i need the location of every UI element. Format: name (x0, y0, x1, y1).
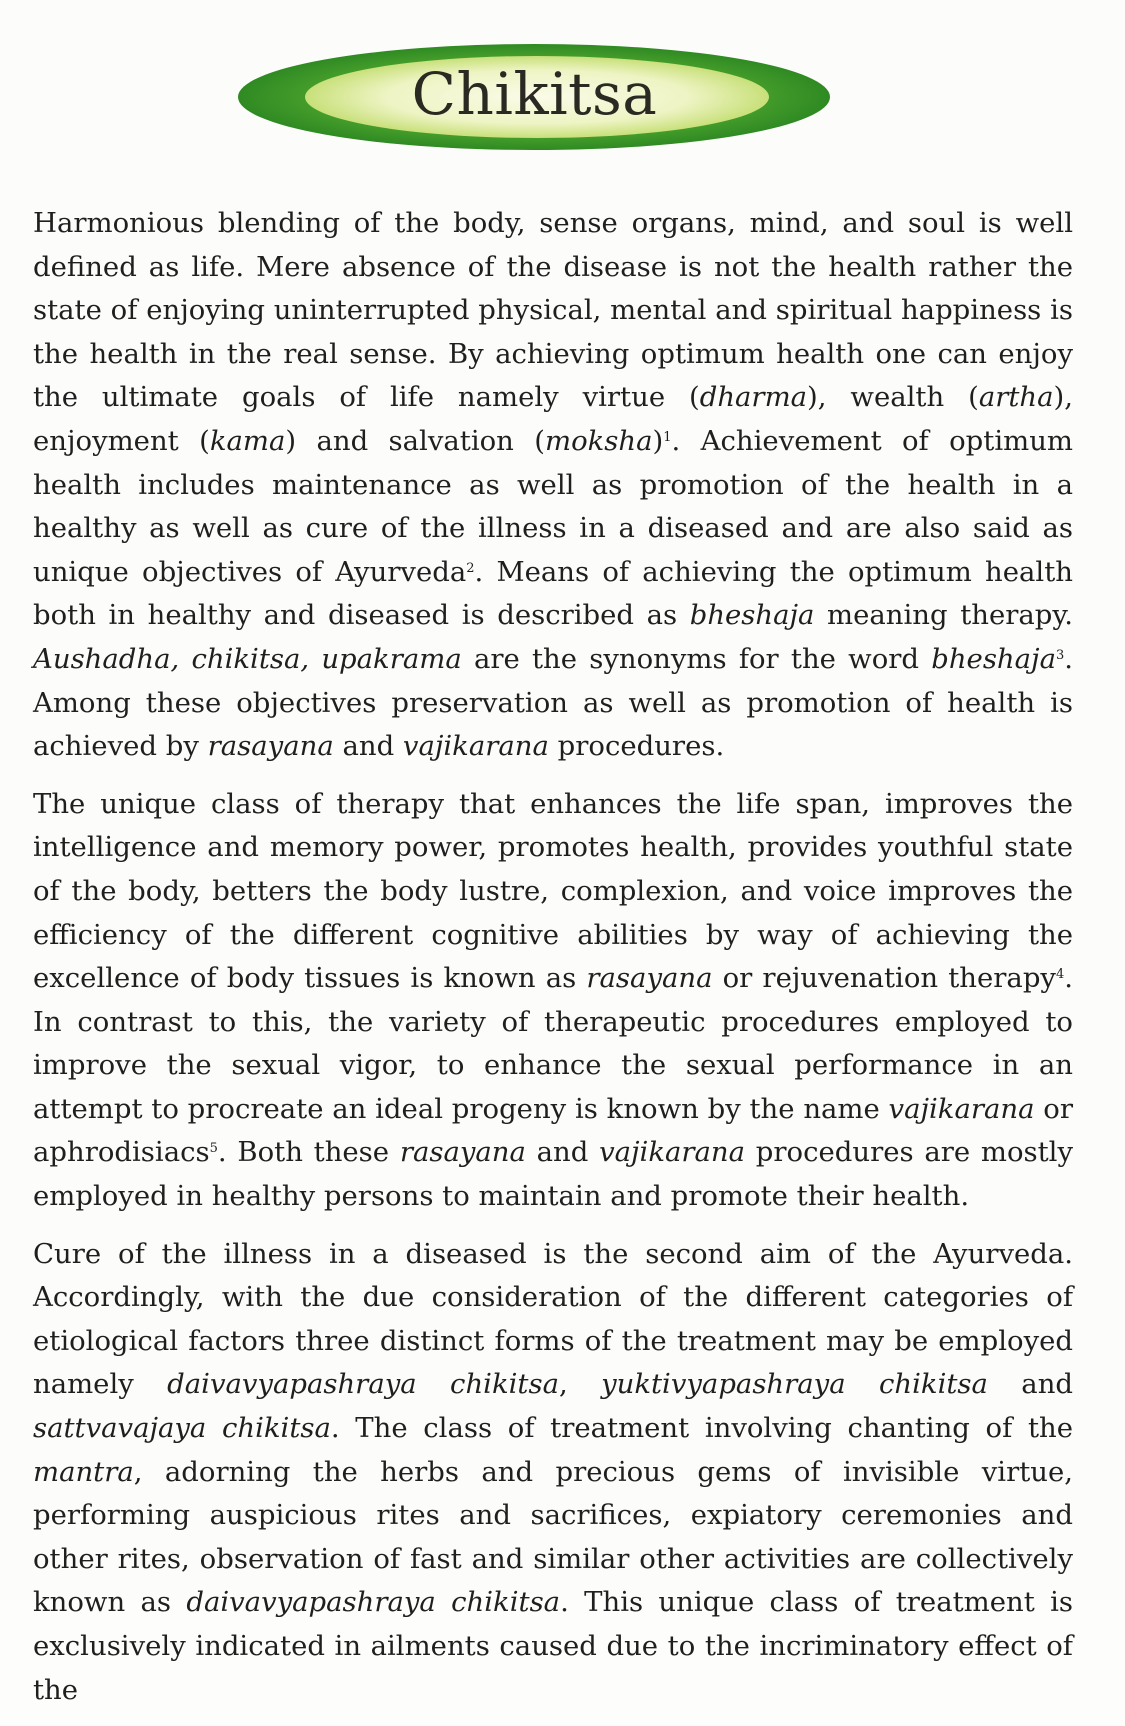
text-run: and (525, 1136, 600, 1169)
text-run: procedures. (548, 730, 725, 763)
text-run: . Among these objectives preservation as well as promotion of health is achieved by (33, 642, 1073, 763)
italic-term: bheshaja (931, 642, 1056, 675)
italic-term: dharma (699, 381, 808, 414)
text-run: and (333, 730, 403, 763)
text-run: are the synonyms for the word (461, 642, 932, 675)
italic-term: vajikarana (599, 1136, 746, 1169)
footnote-ref: 5 (209, 1141, 218, 1157)
text-run: . The class of treatment involving chanting of the (330, 1412, 1073, 1445)
page-title: Chikitsa (411, 60, 658, 128)
text-run: procedures are mostly employed in healthy persons to maintain and promote their health. (33, 1136, 1074, 1213)
italic-term: mantra (33, 1455, 134, 1488)
text-run: Cure of the illness in a diseased is the second aim of the Ayurveda. Accordingly, with the due consideration of the different categories of etiological factors three distinct forms of the treatment may be employed namely (33, 1237, 1073, 1401)
footnote-ref: 2 (466, 560, 475, 576)
italic-term: daivavyapashraya chikitsa (167, 1368, 559, 1401)
text-run: or rejuvenation therapy (712, 962, 1056, 995)
text-run: or aphrodisiacs (33, 1092, 1073, 1169)
section-header-banner (237, 42, 832, 152)
italic-term: moksha (545, 424, 653, 457)
text-run: ) and salvation ( (285, 424, 545, 457)
text-run: . In contrast to this, the variety of therapeutic procedures employed to improve the sexual vigor, to enhance the sexual performance in an attempt to procreate an ideal progeny is known by the name (33, 962, 1073, 1125)
italic-term: artha (978, 381, 1054, 414)
paragraph-rasayana (33, 783, 1073, 1219)
text-run: . Both these (217, 1136, 400, 1169)
italic-term: sattvavajaya chikitsa (33, 1412, 331, 1445)
italic-term: bheshaja (689, 599, 815, 632)
text-run: meaning therapy. (814, 599, 1074, 632)
text-run: The unique class of therapy that enhances the life span, improves the intelligence and memory power, promotes health, provides youthful state of the body, betters the body lustre, complexion, and voice improves the efficiency of the different cognitive abilities by way of achieving the excellence of body tissues is known as (33, 787, 1073, 995)
italic-term: vajikarana (888, 1092, 1035, 1125)
italic-term: yuktivyapashraya chikitsa (601, 1368, 988, 1401)
text-run: and (987, 1368, 1074, 1401)
italic-term: Aushadha, chikitsa, upakrama (33, 642, 462, 675)
italic-term: rasayana (207, 730, 334, 763)
italic-term: daivavyapashraya chikitsa (186, 1586, 561, 1619)
text-run: ), wealth ( (807, 381, 979, 414)
text-run: ), enjoyment ( (33, 381, 1073, 457)
text-run: , adorning the herbs and precious gems of invisible virtue, performing auspicious rites and sacrifices, expiatory ceremonies and other rites, observation of fast and similar other activities are collectively known as (33, 1455, 1073, 1619)
italic-term: kama (209, 424, 286, 457)
footnote-ref: 3 (1055, 647, 1065, 663)
text-run: ) (652, 424, 664, 457)
footnote-ref: 4 (1055, 967, 1065, 983)
footnote-ref: 1 (663, 429, 672, 445)
text-run: , (558, 1368, 602, 1401)
text-run: Harmonious blending of the body, sense organs, mind, and soul is well defined as life. Mere absence of the disease is not the health rather the state of enjoying uninterrupted physical, mental and spiritual happiness is the health in the real sense. By achieving optimum health one can enjoy the ultimate goals of life namely virtue ( (33, 207, 1073, 414)
paragraph-cure (33, 1233, 1073, 1713)
text-run: . Achievement of optimum health includes maintenance as well as promotion of the health in a healthy as well as cure of the illness in a diseased and are also said as unique objectives of Ayurveda (33, 424, 1073, 588)
paragraph-intro (33, 202, 1073, 769)
text-run: . This unique class of treatment is exclusively indicated in ailments caused due to the incriminatory effect of the (33, 1586, 1073, 1706)
italic-term: rasayana (586, 962, 713, 995)
italic-term: rasayana (399, 1136, 526, 1169)
body-text (33, 202, 1073, 1726)
text-run: . Means of achieving the optimum health both in healthy and diseased is described as (33, 555, 1073, 632)
italic-term: vajikarana (402, 730, 549, 763)
